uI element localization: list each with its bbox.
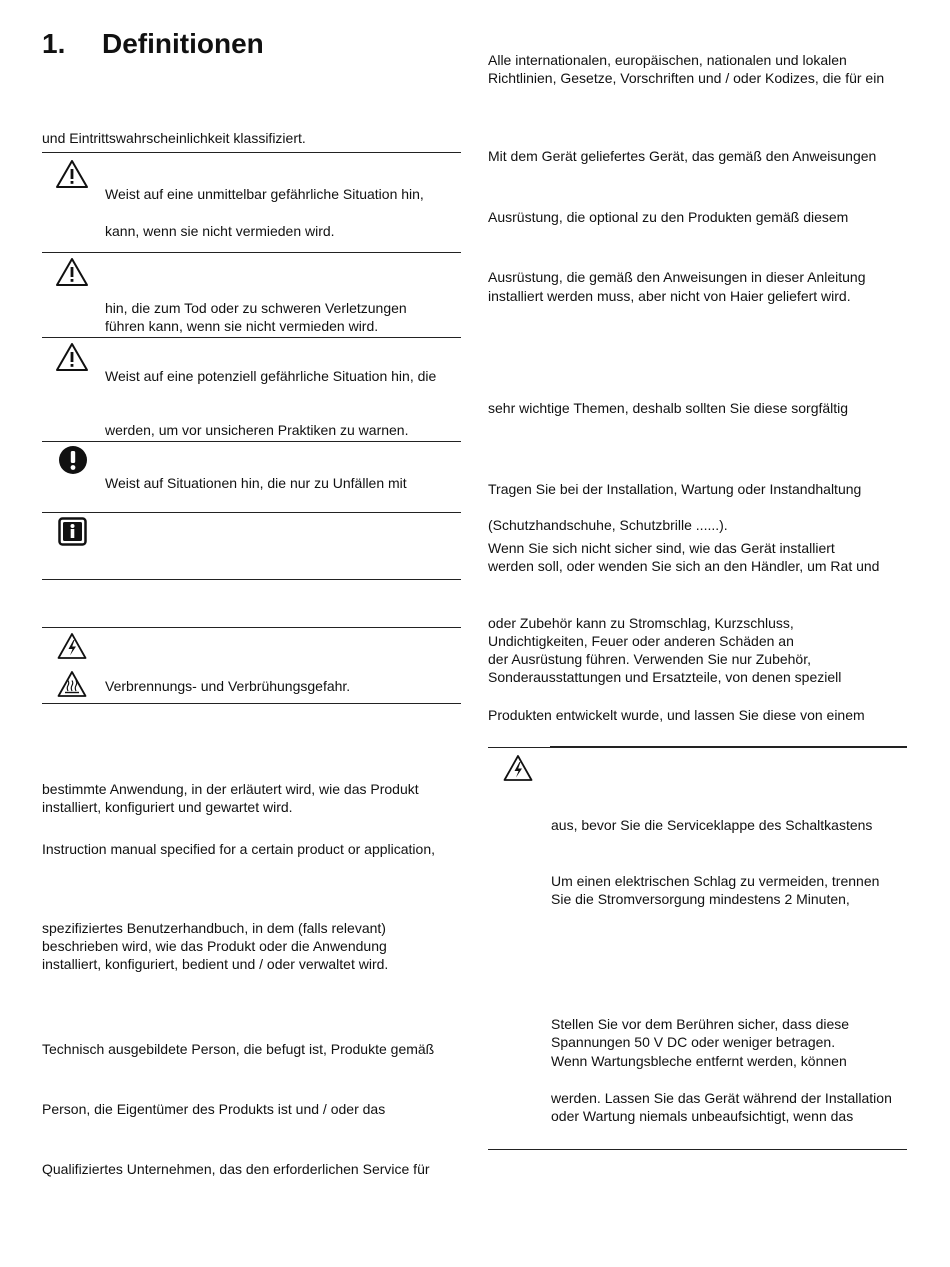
danger-text-line-1: Weist auf eine unmittelbar gefährliche Situation hin, bbox=[105, 186, 424, 202]
precautions-text-line-3: (Schutzhandschuhe, Schutzbrille ......). bbox=[488, 517, 728, 533]
electric-warning-line-6: Wenn Wartungsbleche entfernt werden, können bbox=[551, 1053, 847, 1069]
hazard-table-rule bbox=[42, 252, 461, 253]
precautions-text-line-10: Produkten entwickelt wurde, und lassen Sie diese von einem bbox=[488, 707, 865, 723]
symbol-table-rule bbox=[42, 703, 461, 704]
installer-def: Technisch ausgebildete Person, die befugt ist, Produkte gemäß bbox=[42, 1041, 435, 1057]
precautions-text-line-5: werden soll, oder wenden Sie sich an den Händler, um Rat und bbox=[488, 558, 880, 574]
notice-text-line-1: Weist auf Situationen hin, die nur zu Unfällen mit bbox=[105, 475, 407, 491]
hot-surface-icon bbox=[57, 670, 87, 698]
installation-manual-def-line-1: bestimmte Anwendung, in der erläutert wird, wie das Produkt bbox=[42, 781, 419, 797]
warning-text-line-2: führen kann, wenn sie nicht vermieden wird. bbox=[105, 318, 379, 334]
precautions-text-line-6: oder Zubehör kann zu Stromschlag, Kurzschluss, bbox=[488, 615, 794, 631]
section-heading bbox=[42, 27, 264, 61]
service-company-def: Qualifiziertes Unternehmen, das den erforderlichen Service für bbox=[42, 1161, 430, 1177]
electric-hazard-icon bbox=[57, 632, 87, 660]
symbol-table-rule bbox=[42, 627, 461, 628]
warning-triangle-icon bbox=[55, 158, 89, 190]
info-box-icon bbox=[58, 517, 87, 546]
user-manual-def-line-2: beschrieben wird, wie das Produkt oder die Anwendung bbox=[42, 938, 387, 954]
electric-box-rule-bottom bbox=[488, 1149, 907, 1150]
section-number: 1. bbox=[42, 28, 66, 59]
warning-text-line-1: hin, die zum Tod oder zu schweren Verletzungen bbox=[105, 300, 407, 316]
hazard-table-rule bbox=[42, 579, 461, 580]
field-supply-def-line-2: installiert werden muss, aber nicht von Haier geliefert wird. bbox=[488, 288, 851, 304]
electric-warning-line-3: Sie die Stromversorgung mindestens 2 Minuten, bbox=[551, 891, 850, 907]
warning-triangle-icon bbox=[55, 341, 89, 373]
electric-warning-line-7: werden. Lassen Sie das Gerät während der Installation bbox=[551, 1090, 892, 1106]
electric-box-rule-left bbox=[488, 747, 550, 748]
hazard-table-rule bbox=[42, 152, 461, 153]
burn-hazard-text: Verbrennungs- und Verbrühungsgefahr. bbox=[105, 678, 351, 694]
electric-warning-line-2: Um einen elektrischen Schlag zu vermeiden, trennen bbox=[551, 873, 880, 889]
instruction-manual-def: Instruction manual specified for a certain product or application, bbox=[42, 841, 435, 857]
hazard-table-rule bbox=[42, 441, 461, 442]
section-title: Definitionen bbox=[102, 28, 264, 59]
precautions-text-line-9: Sonderausstattungen und Ersatzteile, von denen speziell bbox=[488, 669, 842, 685]
field-supply-def-line-1: Ausrüstung, die gemäß den Anweisungen in dieser Anleitung bbox=[488, 269, 866, 285]
exclamation-circle-icon bbox=[58, 445, 88, 475]
precautions-text-line-4: Wenn Sie sich nicht sicher sind, wie das Gerät installiert bbox=[488, 540, 835, 556]
user-manual-def-line-1: spezifiziertes Benutzerhandbuch, in dem (falls relevant) bbox=[42, 920, 386, 936]
installation-manual-def-line-2: installiert, konfiguriert und gewartet wird. bbox=[42, 799, 293, 815]
hazard-table-rule bbox=[42, 512, 461, 513]
electric-box-rule-top bbox=[550, 746, 907, 748]
accessories-def: Mit dem Gerät geliefertes Gerät, das gemäß den Anweisungen bbox=[488, 148, 877, 164]
precautions-text-line-1: sehr wichtige Themen, deshalb sollten Sie diese sorgfältig bbox=[488, 400, 849, 416]
optional-equipment-def: Ausrüstung, die optional zu den Produkten gemäß diesem bbox=[488, 209, 849, 225]
danger-text-line-2: kann, wenn sie nicht vermieden wird. bbox=[105, 223, 335, 239]
electric-warning-line-8: oder Wartung niemals unbeaufsichtigt, wenn das bbox=[551, 1108, 854, 1124]
hazard-intro-text: und Eintrittswahrscheinlichkeit klassifiziert. bbox=[42, 130, 306, 146]
warning-triangle-icon bbox=[55, 256, 89, 288]
user-manual-def-line-3: installiert, konfiguriert, bedient und / oder verwaltet wird. bbox=[42, 956, 389, 972]
caution-text-line-2: werden, um vor unsicheren Praktiken zu warnen. bbox=[105, 422, 409, 438]
precautions-text-line-2: Tragen Sie bei der Installation, Wartung oder Instandhaltung bbox=[488, 481, 862, 497]
precautions-text-line-7: Undichtigkeiten, Feuer oder anderen Schäden an bbox=[488, 633, 794, 649]
electric-warning-line-5: Spannungen 50 V DC oder weniger betragen. bbox=[551, 1034, 836, 1050]
legislation-def-line-2: Richtlinien, Gesetze, Vorschriften und / oder Kodizes, die für ein bbox=[488, 70, 885, 86]
electric-hazard-icon bbox=[503, 754, 533, 782]
electric-warning-line-4: Stellen Sie vor dem Berühren sicher, dass diese bbox=[551, 1016, 850, 1032]
hazard-table-rule bbox=[42, 337, 461, 338]
user-def: Person, die Eigentümer des Produkts ist und / oder das bbox=[42, 1101, 386, 1117]
precautions-text-line-8: der Ausrüstung führen. Verwenden Sie nur Zubehör, bbox=[488, 651, 811, 667]
legislation-def-line-1: Alle internationalen, europäischen, nationalen und lokalen bbox=[488, 52, 847, 68]
electric-warning-line-1: aus, bevor Sie die Serviceklappe des Schaltkastens bbox=[551, 817, 873, 833]
caution-text-line-1: Weist auf eine potenziell gefährliche Situation hin, die bbox=[105, 368, 437, 384]
